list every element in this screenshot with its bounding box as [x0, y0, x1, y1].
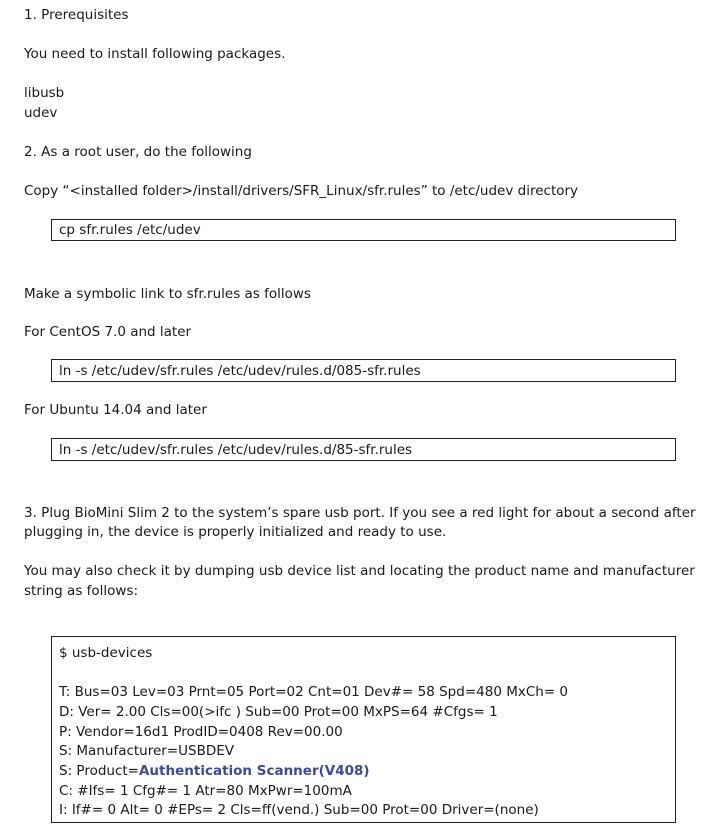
section1-heading: 1. Prerequisites — [24, 7, 129, 23]
output-s-product-prefix: S: Product= — [59, 763, 139, 779]
ubuntu-command-box — [51, 438, 676, 461]
output-p-line: P: Vendor=16d1 ProdID=0408 Rev=00.00 — [59, 724, 343, 740]
section3-para2-line1: You may also check it by dumping usb device list and locating the product name and manufacturer — [24, 563, 695, 579]
centos-label: For CentOS 7.0 and later — [24, 324, 192, 340]
copy-instruction: Copy “<installed folder>/install/drivers/SFR_Linux/sfr.rules” to /etc/udev directory — [24, 183, 579, 199]
output-t-line: T: Bus=03 Lev=03 Prnt=05 Port=02 Cnt=01 Dev#= 58 Spd=480 MxCh= 0 — [59, 684, 569, 700]
ubuntu-label: For Ubuntu 14.04 and later — [24, 402, 207, 418]
output-s-product-line — [59, 761, 370, 781]
output-d-line: D: Ver= 2.00 Cls=00(>ifc ) Sub=00 Prot=00 MxPS=64 #Cfgs= 1 — [59, 704, 498, 720]
section3-para1-line1: 3. Plug BioMini Slim 2 to the system’s spare usb port. If you see a red light for about a second after — [24, 505, 696, 521]
section1-intro: You need to install following packages. — [24, 46, 286, 62]
package-udev: udev — [24, 105, 58, 121]
ubuntu-command: ln -s /etc/udev/sfr.rules /etc/udev/rules.d/85-sfr.rules — [59, 442, 413, 458]
centos-command-box — [51, 359, 676, 382]
output-c-line: C: #Ifs= 1 Cfg#= 1 Atr=80 MxPwr=100mA — [59, 783, 352, 799]
section2-heading: 2. As a root user, do the following — [24, 144, 252, 160]
output-i-line: I: If#= 0 Alt= 0 #EPs= 2 Cls=ff(vend.) Sub=00 Prot=00 Driver=(none) — [59, 802, 539, 818]
usb-devices-command: $ usb-devices — [59, 645, 153, 661]
copy-command-box — [51, 219, 676, 241]
package-libusb: libusb — [24, 85, 65, 101]
output-s-manufacturer-line: S: Manufacturer=USBDEV — [59, 743, 235, 759]
output-product-name: Authentication Scanner(V408) — [138, 763, 370, 779]
symlink-instruction: Make a symbolic link to sfr.rules as follows — [24, 286, 311, 302]
copy-command: cp sfr.rules /etc/udev — [59, 222, 201, 238]
usb-devices-output-box — [51, 636, 676, 823]
section3-para1-line2: plugging in, the device is properly initialized and ready to use. — [24, 524, 447, 540]
centos-command: ln -s /etc/udev/sfr.rules /etc/udev/rules.d/085-sfr.rules — [59, 363, 421, 379]
section3-para2-line2: string as follows: — [24, 583, 139, 599]
